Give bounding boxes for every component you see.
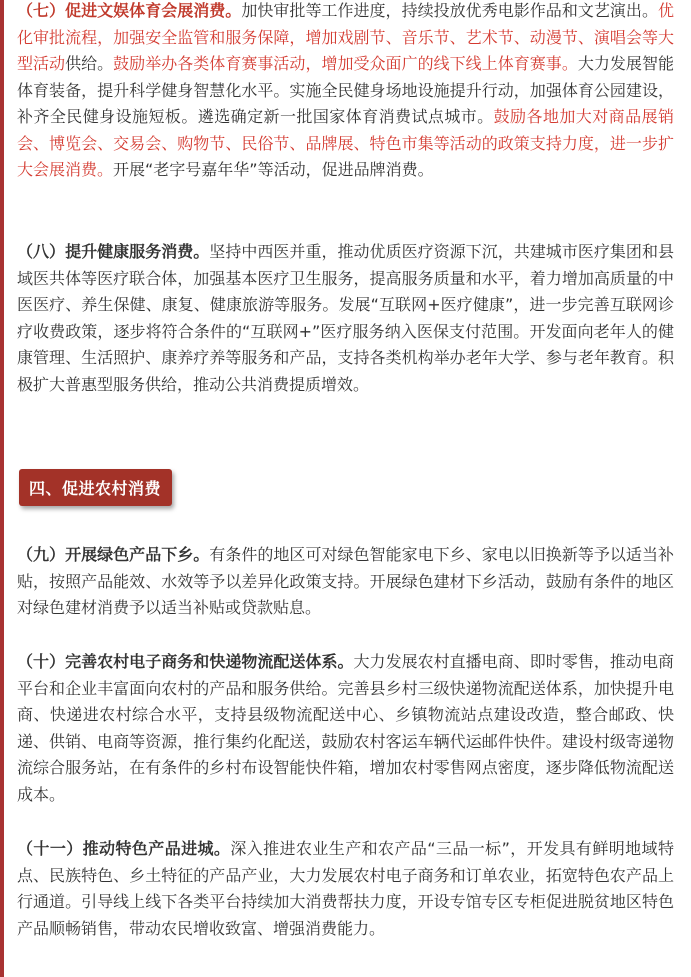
paragraph-heading: （十）完善农村电子商务和快递物流配送体系。 <box>17 652 354 671</box>
paragraph-text: 供给。 <box>65 54 114 73</box>
paragraph-cultural-sports-consumption <box>17 0 674 184</box>
paragraph-heading: （八）提升健康服务消费。 <box>17 242 210 261</box>
paragraph-heading: （九）开展绿色产品下乡。 <box>17 545 210 564</box>
highlighted-text: 鼓励各地加大对商品展销会、博览会、交易会、购物节、民俗节、品牌展、特色市集等活动的政策支持力度，进一步扩大会展消费。 <box>17 107 674 179</box>
highlighted-text: 鼓励举办各类体育赛事活动，增加受众面广的线下线上体育赛事。 <box>113 54 578 73</box>
paragraph-text: 开展“老字号嘉年华”等活动，促进品牌消费。 <box>113 160 434 179</box>
paragraph-text: 深入推进农业生产和农产品“三品一标”，开发具有鲜明地域特点、民族特色、乡土特征的产品产业，大力发展农村电子商务和订单农业，拓宽特色农产品上行通道。引导线上线下各类平台持续加大消费帮扶力度，开设专馆专区专柜促进脱贫地区特色产品顺畅销售，带动农民增收致富、增强消费能力。 <box>17 839 674 938</box>
paragraph-text: 大力发展智能体育装备，提升科学健身智慧化水平。实施全民健身场地设施提升行动，加强体育公园建设，补齐全民健身设施短板。遴选确定新一批国家体育消费试点城市。 <box>17 54 674 126</box>
paragraph-rural-ecommerce-logistics <box>17 649 674 808</box>
paragraph-text: 大力发展农村直播电商、即时零售，推动电商平台和企业丰富面向农村的产品和服务供给。完善县乡村三级快递物流配送体系，加快提升电商、快递进农村综合水平，支持县级物流配送中心、乡镇物流站点建设改造，整合邮政、快递、供销、电商等资源，推行集约化配送，鼓励农村客运车辆代运邮件快件。建设村级寄递物流综合服务站，在有条件的乡村布设智能快件箱，增加农村零售网点密度，逐步降低物流配送成本。 <box>17 652 674 804</box>
paragraph-green-products <box>17 542 674 622</box>
paragraph-heading: （十一）推动特色产品进城。 <box>17 839 231 858</box>
paragraph-health-services <box>17 239 674 398</box>
paragraph-specialty-products <box>17 836 674 942</box>
paragraph-text: 有条件的地区可对绿色智能家电下乡、家电以旧换新等予以适当补贴，按照产品能效、水效等予以差异化政策支持。开展绿色建材下乡活动，鼓励有条件的地区对绿色建材消费予以适当补贴或贷款贴息。 <box>17 545 674 617</box>
paragraph-text: 加快审批等工作进度，持续投放优秀电影作品和文艺演出。 <box>241 1 658 20</box>
left-border-rule <box>0 0 4 977</box>
highlighted-text: 优化审批流程，加强安全监管和服务保障，增加戏剧节、音乐节、艺术节、动漫节、演唱会等大型活动 <box>17 1 674 73</box>
paragraph-text: 坚持中西医并重，推动优质医疗资源下沉，共建城市医疗集团和县域医共体等医疗联合体，加强基本医疗卫生服务，提高服务质量和水平，着力增加高质量的中医医疗、养生保健、康复、健康旅游等服务。发展“互联网+医疗健康”，进一步完善互联网诊疗收费政策，逐步将符合条件的“互联网+”医疗服务纳入医保支付范围。开发面向老年人的健康管理、生活照护、康养疗养等服务和产品，支持各类机构举办老年大学、参与老年教育。积极扩大普惠型服务供给，推动公共消费提质增效。 <box>17 242 674 394</box>
paragraph-heading: （七）促进文娱体育会展消费。 <box>17 1 242 20</box>
section-heading-rural-consumption: 四、促进农村消费 <box>19 469 172 506</box>
